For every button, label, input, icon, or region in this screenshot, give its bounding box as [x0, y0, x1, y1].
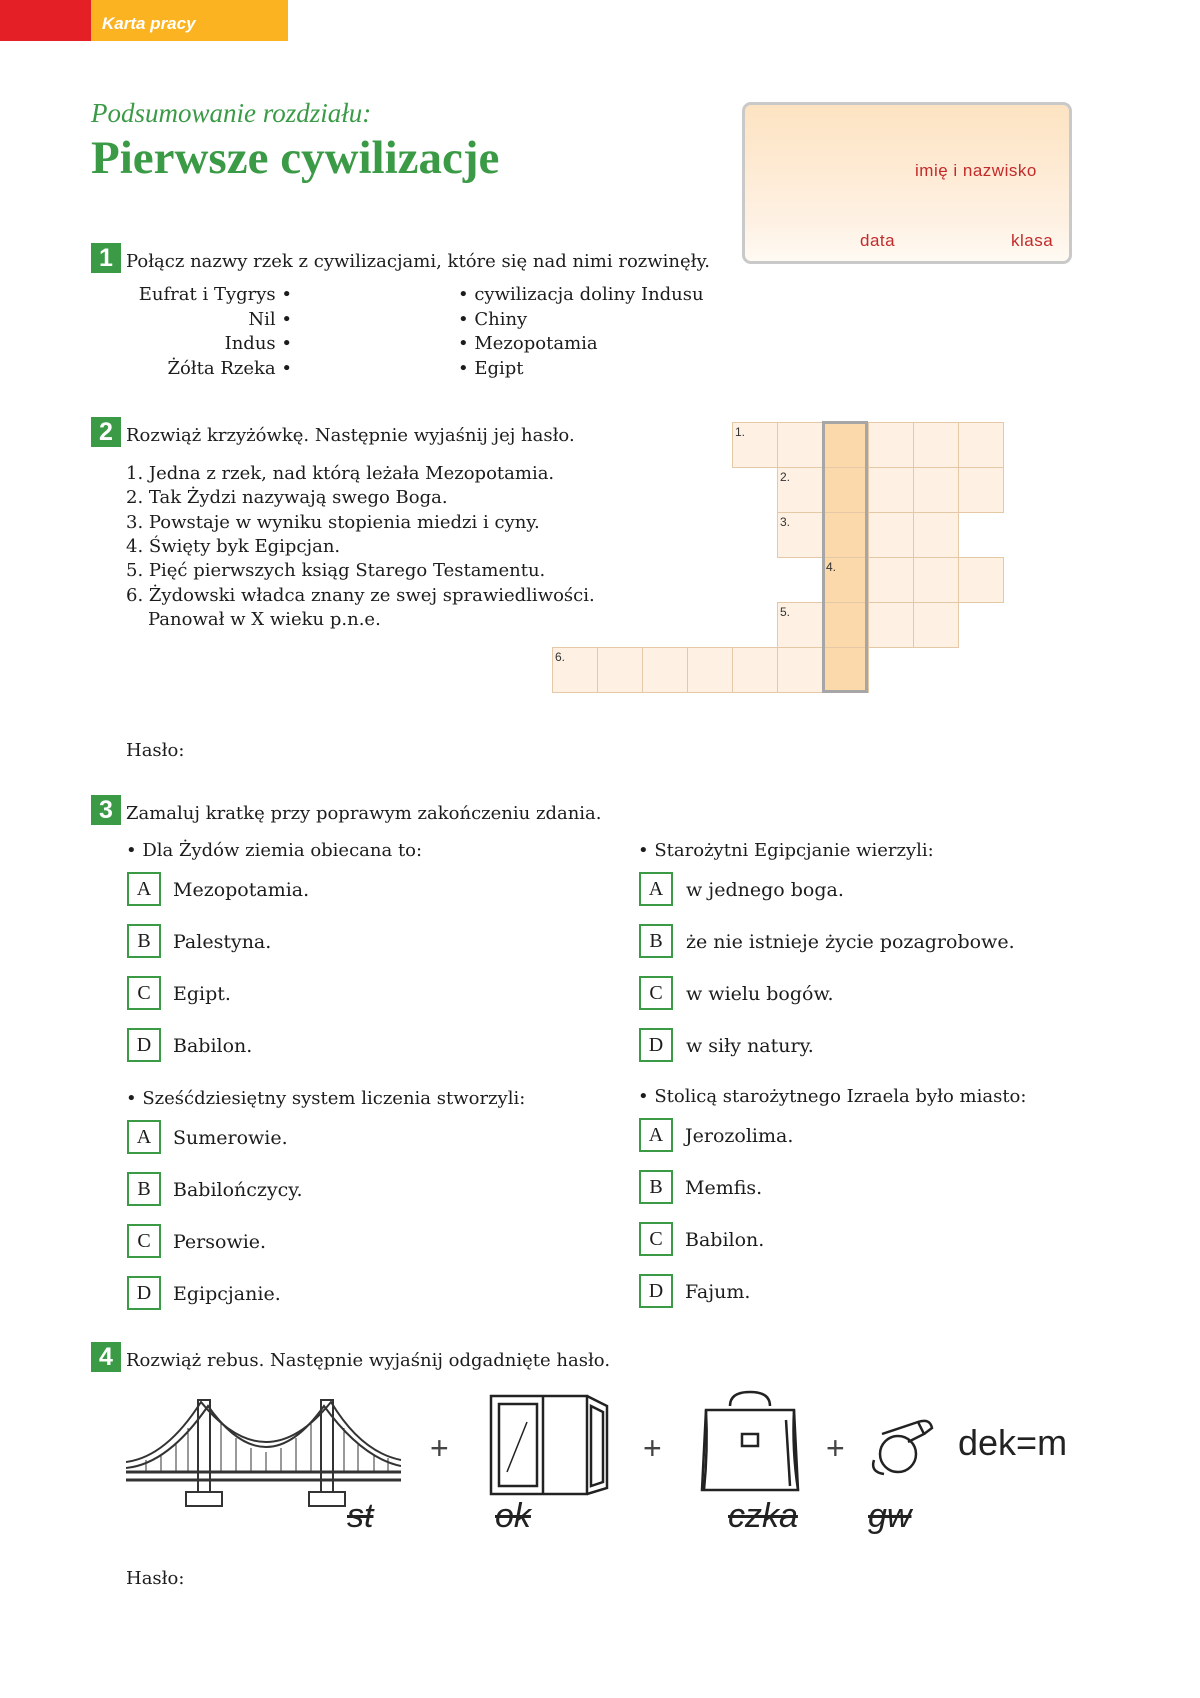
answer-text: w siły natury. — [686, 1035, 814, 1057]
answer-box[interactable]: B — [127, 924, 161, 958]
river-item[interactable]: Żółta Rzeka • — [167, 358, 292, 379]
window-icon — [487, 1392, 612, 1500]
civilization-item[interactable]: • Chiny — [458, 309, 528, 330]
clue: 3. Powstaje w wyniku stopienia miedzi i cyny. — [126, 512, 540, 533]
civilization-item[interactable]: • cywilizacja doliny Indusu — [458, 284, 704, 305]
answer-box[interactable]: A — [639, 1118, 673, 1152]
task2-instruction: Rozwiąż krzyżówkę. Następnie wyjaśnij jej hasło. — [126, 425, 575, 446]
task2-number: 2 — [91, 417, 121, 447]
question-stem: • Stolicą starożytnego Izraela było miasto: — [638, 1086, 1027, 1107]
crossword-cell[interactable] — [597, 647, 643, 693]
answer-box[interactable]: B — [639, 924, 673, 958]
crossword-number: 2. — [780, 470, 791, 484]
name-box — [742, 102, 1072, 264]
plus-sign: + — [643, 1430, 662, 1466]
clue-continuation: Panował w X wieku p.n.e. — [148, 609, 381, 630]
name-field-label: imię i nazwisko — [915, 161, 1037, 180]
answer-box[interactable]: D — [639, 1274, 673, 1308]
task1-number: 1 — [91, 243, 121, 273]
river-item[interactable]: Indus • — [224, 333, 292, 354]
answer-text: Sumerowie. — [173, 1127, 288, 1149]
crossword-cell[interactable] — [777, 647, 823, 693]
answer-text: Egipcjanie. — [173, 1283, 281, 1305]
crossword-cell[interactable] — [687, 647, 733, 693]
civilization-item[interactable]: • Egipt — [458, 358, 524, 379]
crossword-number: 5. — [780, 605, 791, 619]
task4-instruction: Rozwiąż rebus. Następnie wyjaśnij odgadnięte hasło. — [126, 1350, 611, 1371]
answer-box[interactable]: C — [127, 976, 161, 1010]
clue: 6. Żydowski władca znany ze swej sprawiedliwości. — [126, 585, 595, 606]
clue: 4. Święty byk Egipcjan. — [126, 536, 341, 557]
rebus-end-text: dek=m — [958, 1422, 1068, 1463]
crossword-cell[interactable] — [732, 647, 778, 693]
plus-sign: + — [430, 1430, 449, 1466]
answer-text: Mezopotamia. — [173, 879, 310, 901]
crossword-cell[interactable] — [868, 422, 914, 468]
whistle-icon — [868, 1416, 936, 1478]
clue: 1. Jedna z rzek, nad którą leżała Mezopotamia. — [126, 463, 555, 484]
task4-number: 4 — [91, 1342, 121, 1372]
crossword-number: 1. — [735, 425, 746, 439]
class-field-label: klasa — [1011, 231, 1054, 250]
crossword-cell[interactable] — [913, 467, 959, 513]
answer-text: Palestyna. — [173, 931, 272, 953]
question-stem: • Starożytni Egipcjanie wierzyli: — [638, 840, 934, 861]
task3-number: 3 — [91, 795, 121, 825]
question-stem: • Sześćdziesiętny system liczenia stworzyli: — [126, 1088, 526, 1109]
crossword-cell[interactable] — [868, 602, 914, 648]
crossed-letters: gw — [868, 1497, 912, 1535]
crossword-number: 4. — [826, 560, 837, 574]
river-item[interactable]: Eufrat i Tygrys • — [138, 284, 292, 305]
answer-box[interactable]: D — [127, 1276, 161, 1310]
crossword-number: 6. — [555, 650, 566, 664]
question-stem: • Dla Żydów ziemia obiecana to: — [126, 840, 423, 861]
task4-haslo-label: Hasło: — [126, 1568, 185, 1589]
answer-box[interactable]: B — [639, 1170, 673, 1204]
task3-instruction: Zamaluj kratkę przy poprawym zakończeniu zdania. — [126, 803, 602, 824]
answer-box[interactable]: C — [639, 976, 673, 1010]
answer-box[interactable]: A — [127, 1120, 161, 1154]
page-subtitle: Podsumowanie rozdziału: — [91, 98, 372, 128]
crossword-cell[interactable] — [958, 557, 1004, 603]
answer-text: Babilończycy. — [173, 1179, 303, 1201]
crossword-cell[interactable] — [958, 467, 1004, 513]
answer-text: Babilon. — [685, 1229, 765, 1251]
crossword-cell[interactable] — [868, 557, 914, 603]
answer-box[interactable]: A — [639, 872, 673, 906]
answer-box[interactable]: D — [127, 1028, 161, 1062]
crossword-solution-column — [822, 421, 868, 693]
crossword-cell[interactable] — [777, 422, 823, 468]
clue: 2. Tak Żydzi nazywają swego Boga. — [126, 487, 448, 508]
crossed-letters: st — [347, 1497, 374, 1535]
answer-text: Persowie. — [173, 1231, 267, 1253]
crossword-number: 3. — [780, 515, 791, 529]
answer-text: że nie istnieje życie pozagrobowe. — [686, 931, 1015, 953]
clue: 5. Pięć pierwszych ksiąg Starego Testamentu. — [126, 560, 546, 581]
crossword-cell[interactable] — [913, 512, 959, 558]
answer-box[interactable]: A — [127, 872, 161, 906]
answer-text: Memfis. — [685, 1177, 763, 1199]
task1-instruction: Połącz nazwy rzek z cywilizacjami, które się nad nimi rozwinęły. — [126, 251, 711, 272]
crossword-cell[interactable] — [913, 602, 959, 648]
crossed-letters: czka — [728, 1497, 798, 1535]
plus-sign: + — [826, 1430, 845, 1466]
date-field-label: data — [860, 231, 896, 250]
crossword-cell[interactable] — [868, 467, 914, 513]
answer-box[interactable]: B — [127, 1172, 161, 1206]
crossword-cell[interactable] — [642, 647, 688, 693]
crossword-cell[interactable] — [958, 422, 1004, 468]
answer-text: w jednego boga. — [686, 879, 844, 901]
answer-text: Egipt. — [173, 983, 231, 1005]
answer-box[interactable]: C — [639, 1222, 673, 1256]
answer-box[interactable]: D — [639, 1028, 673, 1062]
page-title: Pierwsze cywilizacje — [91, 132, 500, 184]
header-tab-red — [0, 0, 91, 41]
answer-text: w wielu bogów. — [686, 983, 834, 1005]
crossed-letters: ok — [495, 1497, 531, 1535]
header-tab-label: Karta pracy — [102, 14, 196, 33]
briefcase-icon — [700, 1390, 802, 1502]
answer-text: Fajum. — [685, 1281, 751, 1303]
crossword-cell[interactable] — [913, 422, 959, 468]
answer-text: Babilon. — [173, 1035, 253, 1057]
civilization-item[interactable]: • Mezopotamia — [458, 333, 598, 354]
river-item[interactable]: Nil • — [248, 309, 292, 330]
crossword-cell[interactable] — [868, 512, 914, 558]
answer-text: Jerozolima. — [685, 1125, 794, 1147]
answer-box[interactable]: C — [127, 1224, 161, 1258]
task2-haslo-label: Hasło: — [126, 740, 185, 761]
crossword-cell[interactable] — [913, 557, 959, 603]
